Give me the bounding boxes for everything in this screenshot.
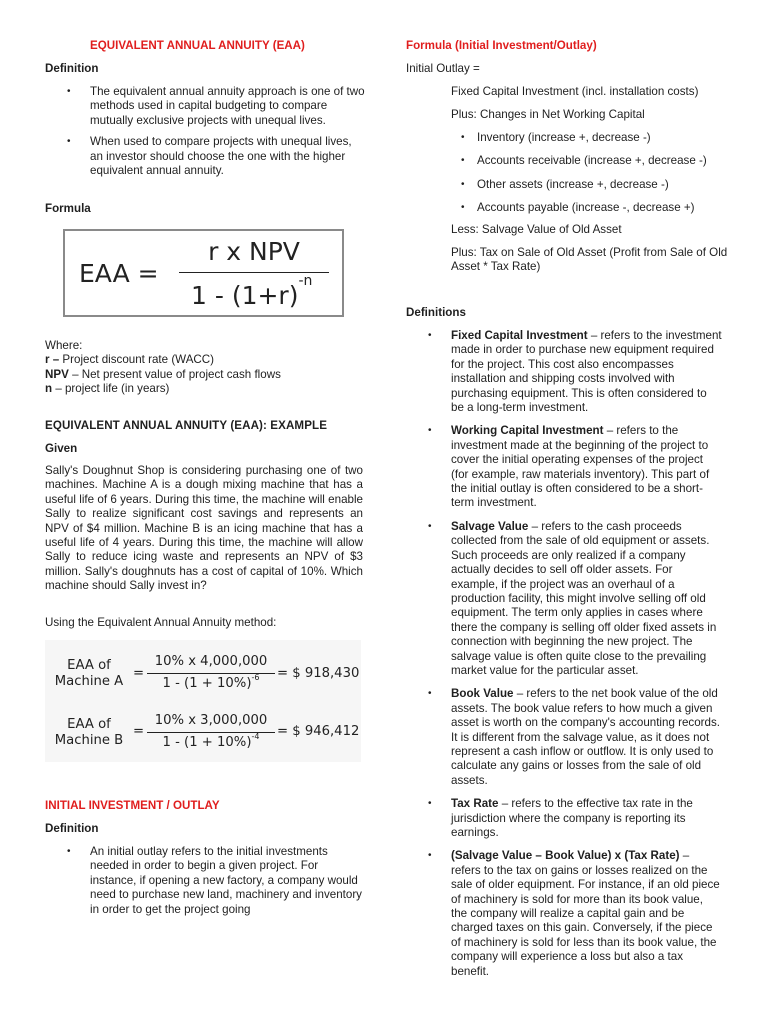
list-item: • Working Capital Investment – refers to the investment made at the beginning of the project to cover the initial operating expenses of the project (for example, raw materials inventory). This part of the initial outlay is often considered to be a short-term investment. — [406, 424, 722, 510]
method-text: Using the Equivalent Annual Annuity method: — [45, 616, 277, 629]
machine-a-result: = $ 918,430 — [277, 666, 360, 681]
given-text: Sally's Doughnut Shop is considering purchasing one of two machines. Machine A is a dough mixing machine that has a useful life of 6 years. During this time, the machine will enable Sally to realize significant cost savings and represents an NPV of $4 million. Machine B is an icing machine that has a useful life of 4 years. During this time, the machine will allow Sally to reduce icing waste and represents an NPV of $3 million. Sally's doughnuts has a cost of capital of 10%. Which machine should Sally invest in? — [45, 464, 363, 593]
definitions-heading: Definitions — [406, 306, 466, 319]
where-block — [45, 339, 365, 397]
plus-nwc-line: Plus: Changes in Net Working Capital — [451, 108, 645, 121]
list-item: • An initial outlay refers to the initial investments needed in order to begin a given project. For instance, if opening a new factory, a company would need to purchase new land, machinery and inventory in order to get the project going — [45, 845, 363, 917]
machine-a-label: EAA of Machine A — [54, 658, 124, 689]
given-heading: Given — [45, 442, 78, 455]
fixed-capital-line: Fixed Capital Investment (incl. installation costs) — [451, 85, 699, 98]
definition-heading: Definition — [45, 62, 99, 75]
less-salvage-line: Less: Salvage Value of Old Asset — [451, 223, 622, 236]
list-item: • (Salvage Value – Book Value) x (Tax Rate) – refers to the tax on gains or losses realized on the sale of older equipment. For instance, if an old piece of machinery is sold for more than its book value, the company will realize a capital gain and be charged taxes on this gain. Conversely, if the piece of machinery is sold for less than its book value, the company will experience a loss but also a tax benefit. — [406, 849, 722, 979]
plus-tax-line: Plus: Tax on Sale of Old Asset (Profit from Sale of Old Asset * Tax Rate) — [451, 246, 728, 274]
list-item: • Fixed Capital Investment – refers to the investment made in order to purchase new equipment required for the project. This cost also encompasses installation and shipping costs involved with purchasing equipment. This is often considered to be a long-term investment. — [406, 329, 722, 415]
formula-lhs: EAA = — [79, 259, 159, 288]
formula-numerator: r x NPV — [208, 237, 300, 266]
definition-list — [45, 85, 365, 178]
machine-b-denominator: $1 - (1 + 10\%)^{-4}$ — [162, 731, 260, 750]
outlay-definition-heading: Definition — [45, 822, 99, 835]
list-item: • Tax Rate – refers to the effective tax rate in the jurisdiction where the company is reporting its earnings. — [406, 797, 722, 840]
list-item: • Inventory (increase +, decrease -) — [432, 131, 732, 145]
machine-a-numerator: 10% x 4,000,000 — [154, 654, 268, 669]
machine-b-numerator: 10% x 3,000,000 — [154, 713, 268, 728]
nwc-list — [432, 131, 732, 216]
where-label: Where: — [45, 339, 83, 352]
outlay-title: INITIAL INVESTMENT / OUTLAY — [45, 799, 220, 812]
outlay-formula-title: Formula (Initial Investment/Outlay) — [406, 39, 597, 52]
formula-heading: Formula — [45, 202, 91, 215]
list-item: • Accounts receivable (increase +, decrease -) — [432, 154, 732, 168]
eaa-formula-box — [63, 229, 344, 317]
machine-a-eq: = — [133, 666, 145, 681]
where-item-r: r – Project discount rate (WACC) — [45, 353, 215, 367]
definitions-list — [406, 329, 722, 979]
where-item-npv: NPV – Net present value of project cash flows — [45, 367, 281, 381]
list-item: • When used to compare projects with unequal lives, an investor should choose the one with the higher equivalent annual annuity. — [45, 135, 365, 178]
outlay-definition-list — [45, 845, 363, 917]
list-item: • Book Value – refers to the net book value of the old assets. The book value refers to how much a given asset is worth on the company's accounting records. It is different from the salvage value, as it does not represent a cash inflow or outflow. It is only used to calculate any gains or losses from the sale of old assets. — [406, 687, 722, 788]
list-item: • Salvage Value – refers to the cash proceeds collected from the sale of old equipment or assets. Such proceeds are only realized if a company actually decides to sell off older assets. For example, if the project was an overhaul of a production facility, this might involve selling off old equipment. The term only applies in cases where there the company is selling off older fixed assets in connection with beginning the new project. The salvage value is often quite close to the prevailing market value for the particular asset. — [406, 520, 722, 678]
eaa-title: EQUIVALENT ANNUAL ANNUITY (EAA) — [90, 39, 305, 52]
list-item: • Other assets (increase +, decrease -) — [432, 178, 732, 192]
where-item-n: n – project life (in years) — [45, 382, 170, 396]
machine-b-result: = $ 946,412 — [277, 724, 360, 739]
list-item: • The equivalent annual annuity approach is one of two methods used in capital budgeting to compare mutually exclusive projects with unequal lives. — [45, 85, 365, 128]
machine-b-eq: = — [133, 724, 145, 739]
formula-denominator: $1 - (1+r)^{-n}$ — [191, 272, 313, 310]
eaa-example-box — [45, 640, 361, 762]
machine-a-denominator: $1 - (1 + 10\%)^{-6}$ — [162, 672, 260, 691]
initial-outlay-label: Initial Outlay = — [406, 62, 480, 75]
example-title: EQUIVALENT ANNUAL ANNUITY (EAA): EXAMPLE — [45, 419, 328, 432]
list-item: • Accounts payable (increase -, decrease +) — [432, 201, 732, 215]
machine-b-label: EAA of Machine B — [54, 717, 124, 748]
